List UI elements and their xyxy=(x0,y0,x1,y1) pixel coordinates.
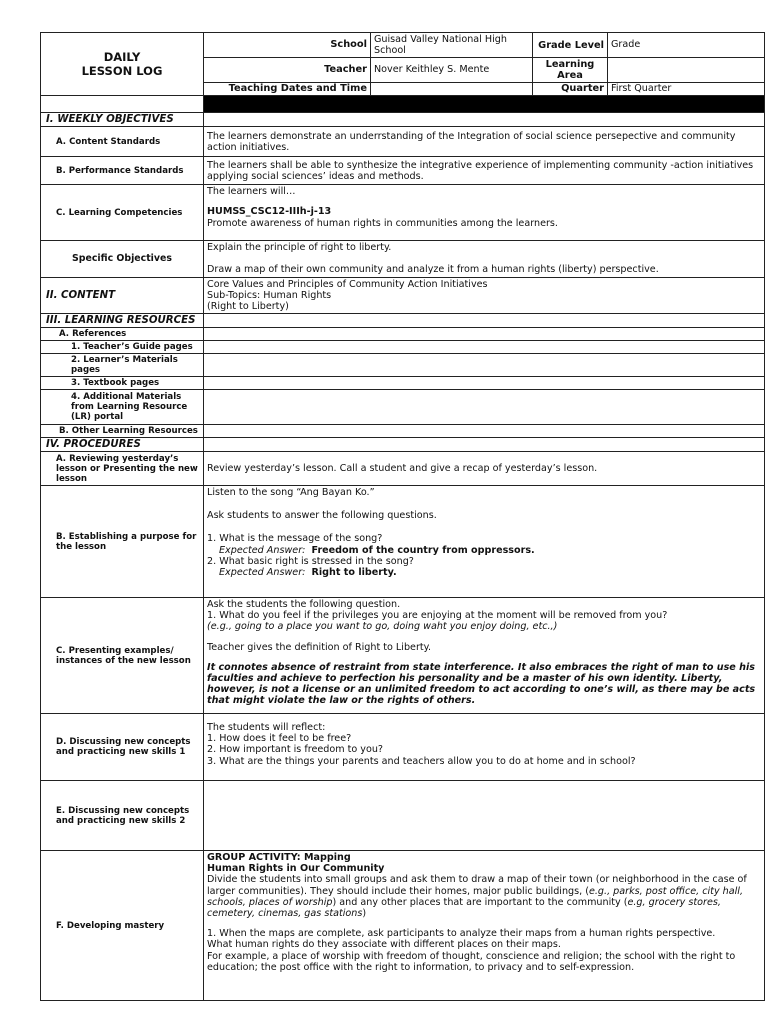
teachers-guide-label: 1. Teacher’s Guide pages xyxy=(41,340,204,353)
competency-text: Promote awareness of human rights in communities among the learners. xyxy=(207,217,558,229)
content-line-3: (Right to Liberty) xyxy=(207,300,289,312)
section-learning-resources: III. LEARNING RESOURCES xyxy=(41,313,204,327)
specific-objective-2: Draw a map of their own community and analyze it from a human rights (liberty) perspective. xyxy=(207,264,659,276)
d-question-1: 1. How does it feel to be free? xyxy=(207,733,352,745)
procedure-b-label: B. Establishing a purpose for the lesson xyxy=(41,486,204,598)
liberty-definition: It connotes absence of restraint from state interference. It also embraces the right of man to use his faculties and achieve to perfection his personality and be a master of his own identity. Liberty, however, is not a license or an unlimited freedom to act according to one’s will, as there may be acts that might violate the law or the rights of others. xyxy=(207,661,756,707)
teaching-dates-value xyxy=(371,83,533,96)
textbook-label: 3. Textbook pages xyxy=(41,376,204,389)
question-1: 1. What is the message of the song? xyxy=(207,533,383,545)
empty-cell xyxy=(204,781,765,851)
c-definition: Teacher gives the definition of Right to Liberty. xyxy=(207,641,432,653)
ask-instruction: Ask students to answer the following questions. xyxy=(207,510,437,522)
procedure-c-label: C. Presenting examples/ instances of the new lesson xyxy=(41,598,204,714)
empty-cell xyxy=(204,376,765,389)
competency-code: HUMSS_CSC12-IIIh-j-13 xyxy=(207,206,332,218)
procedure-e-label: E. Discussing new concepts and practicing new skills 2 xyxy=(41,781,204,851)
d-question-3: 3. What are the things your parents and teachers allow you to do at home and in school? xyxy=(207,755,636,767)
other-resources-label: B. Other Learning Resources xyxy=(41,424,204,437)
spacer-cell xyxy=(41,96,204,113)
empty-cell xyxy=(204,353,765,376)
procedure-f-label: F. Developing mastery xyxy=(41,851,204,1001)
lesson-log-page xyxy=(40,32,764,1001)
content-line-1: Core Values and Principles of Community Action Initiatives xyxy=(207,278,488,290)
procedure-c-cell xyxy=(204,598,765,714)
group-activity-subtitle: Human Rights in Our Community xyxy=(207,863,385,875)
d-intro: The students will reflect: xyxy=(207,722,326,734)
grade-level-value: Grade xyxy=(608,33,765,58)
mapping-step-question: What human rights do they associate with different places on their maps. xyxy=(207,939,561,951)
mapping-instructions: Divide the students into small groups and ask them to draw a map of their town (or neighborhood in the case of larger communities). They should include their homes, major public buildings, (e.g., parks, post office, city hall, schools, places of worship) and any other places that are important to the community (e.g, grocery stores, cemetery, cinemas, gas stations) xyxy=(207,874,747,920)
header-black-bar xyxy=(204,96,765,113)
quarter-label: Quarter xyxy=(533,83,608,96)
c-example: (e.g., going to a place you want to go, doing waht you enjoy doing, etc.,) xyxy=(207,621,558,633)
group-activity-title: GROUP ACTIVITY: Mapping xyxy=(207,852,351,864)
learning-competencies-label: C. Learning Competencies xyxy=(41,185,204,241)
empty-cell xyxy=(204,313,765,327)
content-cell xyxy=(204,277,765,313)
question-2: 2. What basic right is stressed in the song? xyxy=(207,555,414,567)
document-title: DAILY LESSON LOG xyxy=(41,33,204,96)
c-ask: Ask the students the following question. xyxy=(207,599,401,611)
grade-level-label: Grade Level xyxy=(533,33,608,58)
procedure-a-label: A. Reviewing yesterday’s lesson or Presenting the new lesson xyxy=(41,452,204,486)
procedure-b-cell xyxy=(204,486,765,598)
school-label: School xyxy=(204,33,371,58)
mapping-example: For example, a place of worship with freedom of thought, conscience and religion; the school with the right to education; the post office with the right to information, to privacy and to self-expression. xyxy=(207,950,736,973)
empty-cell xyxy=(204,437,765,451)
additional-materials-label: 4. Additional Materials from Learning Resource (LR) portal xyxy=(41,389,204,424)
empty-cell xyxy=(204,113,765,127)
procedure-d-cell xyxy=(204,714,765,781)
quarter-value: First Quarter xyxy=(608,83,765,96)
d-question-2: 2. How important is freedom to you? xyxy=(207,744,384,756)
empty-cell xyxy=(204,424,765,437)
specific-objectives-label: Specific Objectives xyxy=(41,241,204,277)
learners-materials-label: 2. Learner’s Materials pages xyxy=(41,353,204,376)
empty-cell xyxy=(204,340,765,353)
learning-area-value xyxy=(608,58,765,83)
c-question-1: 1. What do you feel if the privileges you are enjoying at the moment will be removed from you? xyxy=(207,610,668,622)
content-standards-text: The learners demonstrate an underrstanding of the Integration of social science persepective and community action initiatives. xyxy=(204,127,765,157)
performance-standards-text: The learners shall be able to synthesize the integrative experience of implementing community -action initiatives applying social sciences’ ideas and methods. xyxy=(204,157,765,185)
empty-cell xyxy=(204,327,765,340)
learning-area-label: Learning Area xyxy=(533,58,608,83)
school-value: Guisad Valley National High School xyxy=(371,33,533,58)
specific-objective-1: Explain the principle of right to liberty. xyxy=(207,242,392,254)
procedure-a-text: Review yesterday’s lesson. Call a student and give a recap of yesterday’s lesson. xyxy=(204,452,765,486)
song-instruction: Listen to the song “Ang Bayan Ko.” xyxy=(207,487,375,499)
learning-competencies-cell xyxy=(204,185,765,241)
teacher-value: Nover Keithley S. Mente xyxy=(371,58,533,83)
expected-answer-1: Expected Answer: Freedom of the country from oppressors. xyxy=(219,544,535,556)
empty-cell xyxy=(204,389,765,424)
section-weekly-objectives: I. WEEKLY OBJECTIVES xyxy=(41,113,204,127)
references-label: A. References xyxy=(41,327,204,340)
specific-objectives-cell xyxy=(204,241,765,277)
section-procedures: IV. PROCEDURES xyxy=(41,437,204,451)
performance-standards-label: B. Performance Standards xyxy=(41,157,204,185)
section-content: II. CONTENT xyxy=(41,277,204,313)
expected-answer-2: Expected Answer: Right to liberty. xyxy=(219,567,397,579)
teaching-dates-label: Teaching Dates and Time xyxy=(204,83,371,96)
lesson-log-table xyxy=(40,32,765,1001)
procedure-f-cell xyxy=(204,851,765,1001)
content-standards-label: A. Content Standards xyxy=(41,127,204,157)
content-line-2: Sub-Topics: Human Rights xyxy=(207,289,332,301)
mapping-step-1: 1. When the maps are complete, ask participants to analyze their maps from a human rights perspective. xyxy=(207,928,716,940)
procedure-d-label: D. Discussing new concepts and practicing new skills 1 xyxy=(41,714,204,781)
competencies-intro: The learners will… xyxy=(207,186,296,198)
teacher-label: Teacher xyxy=(204,58,371,83)
